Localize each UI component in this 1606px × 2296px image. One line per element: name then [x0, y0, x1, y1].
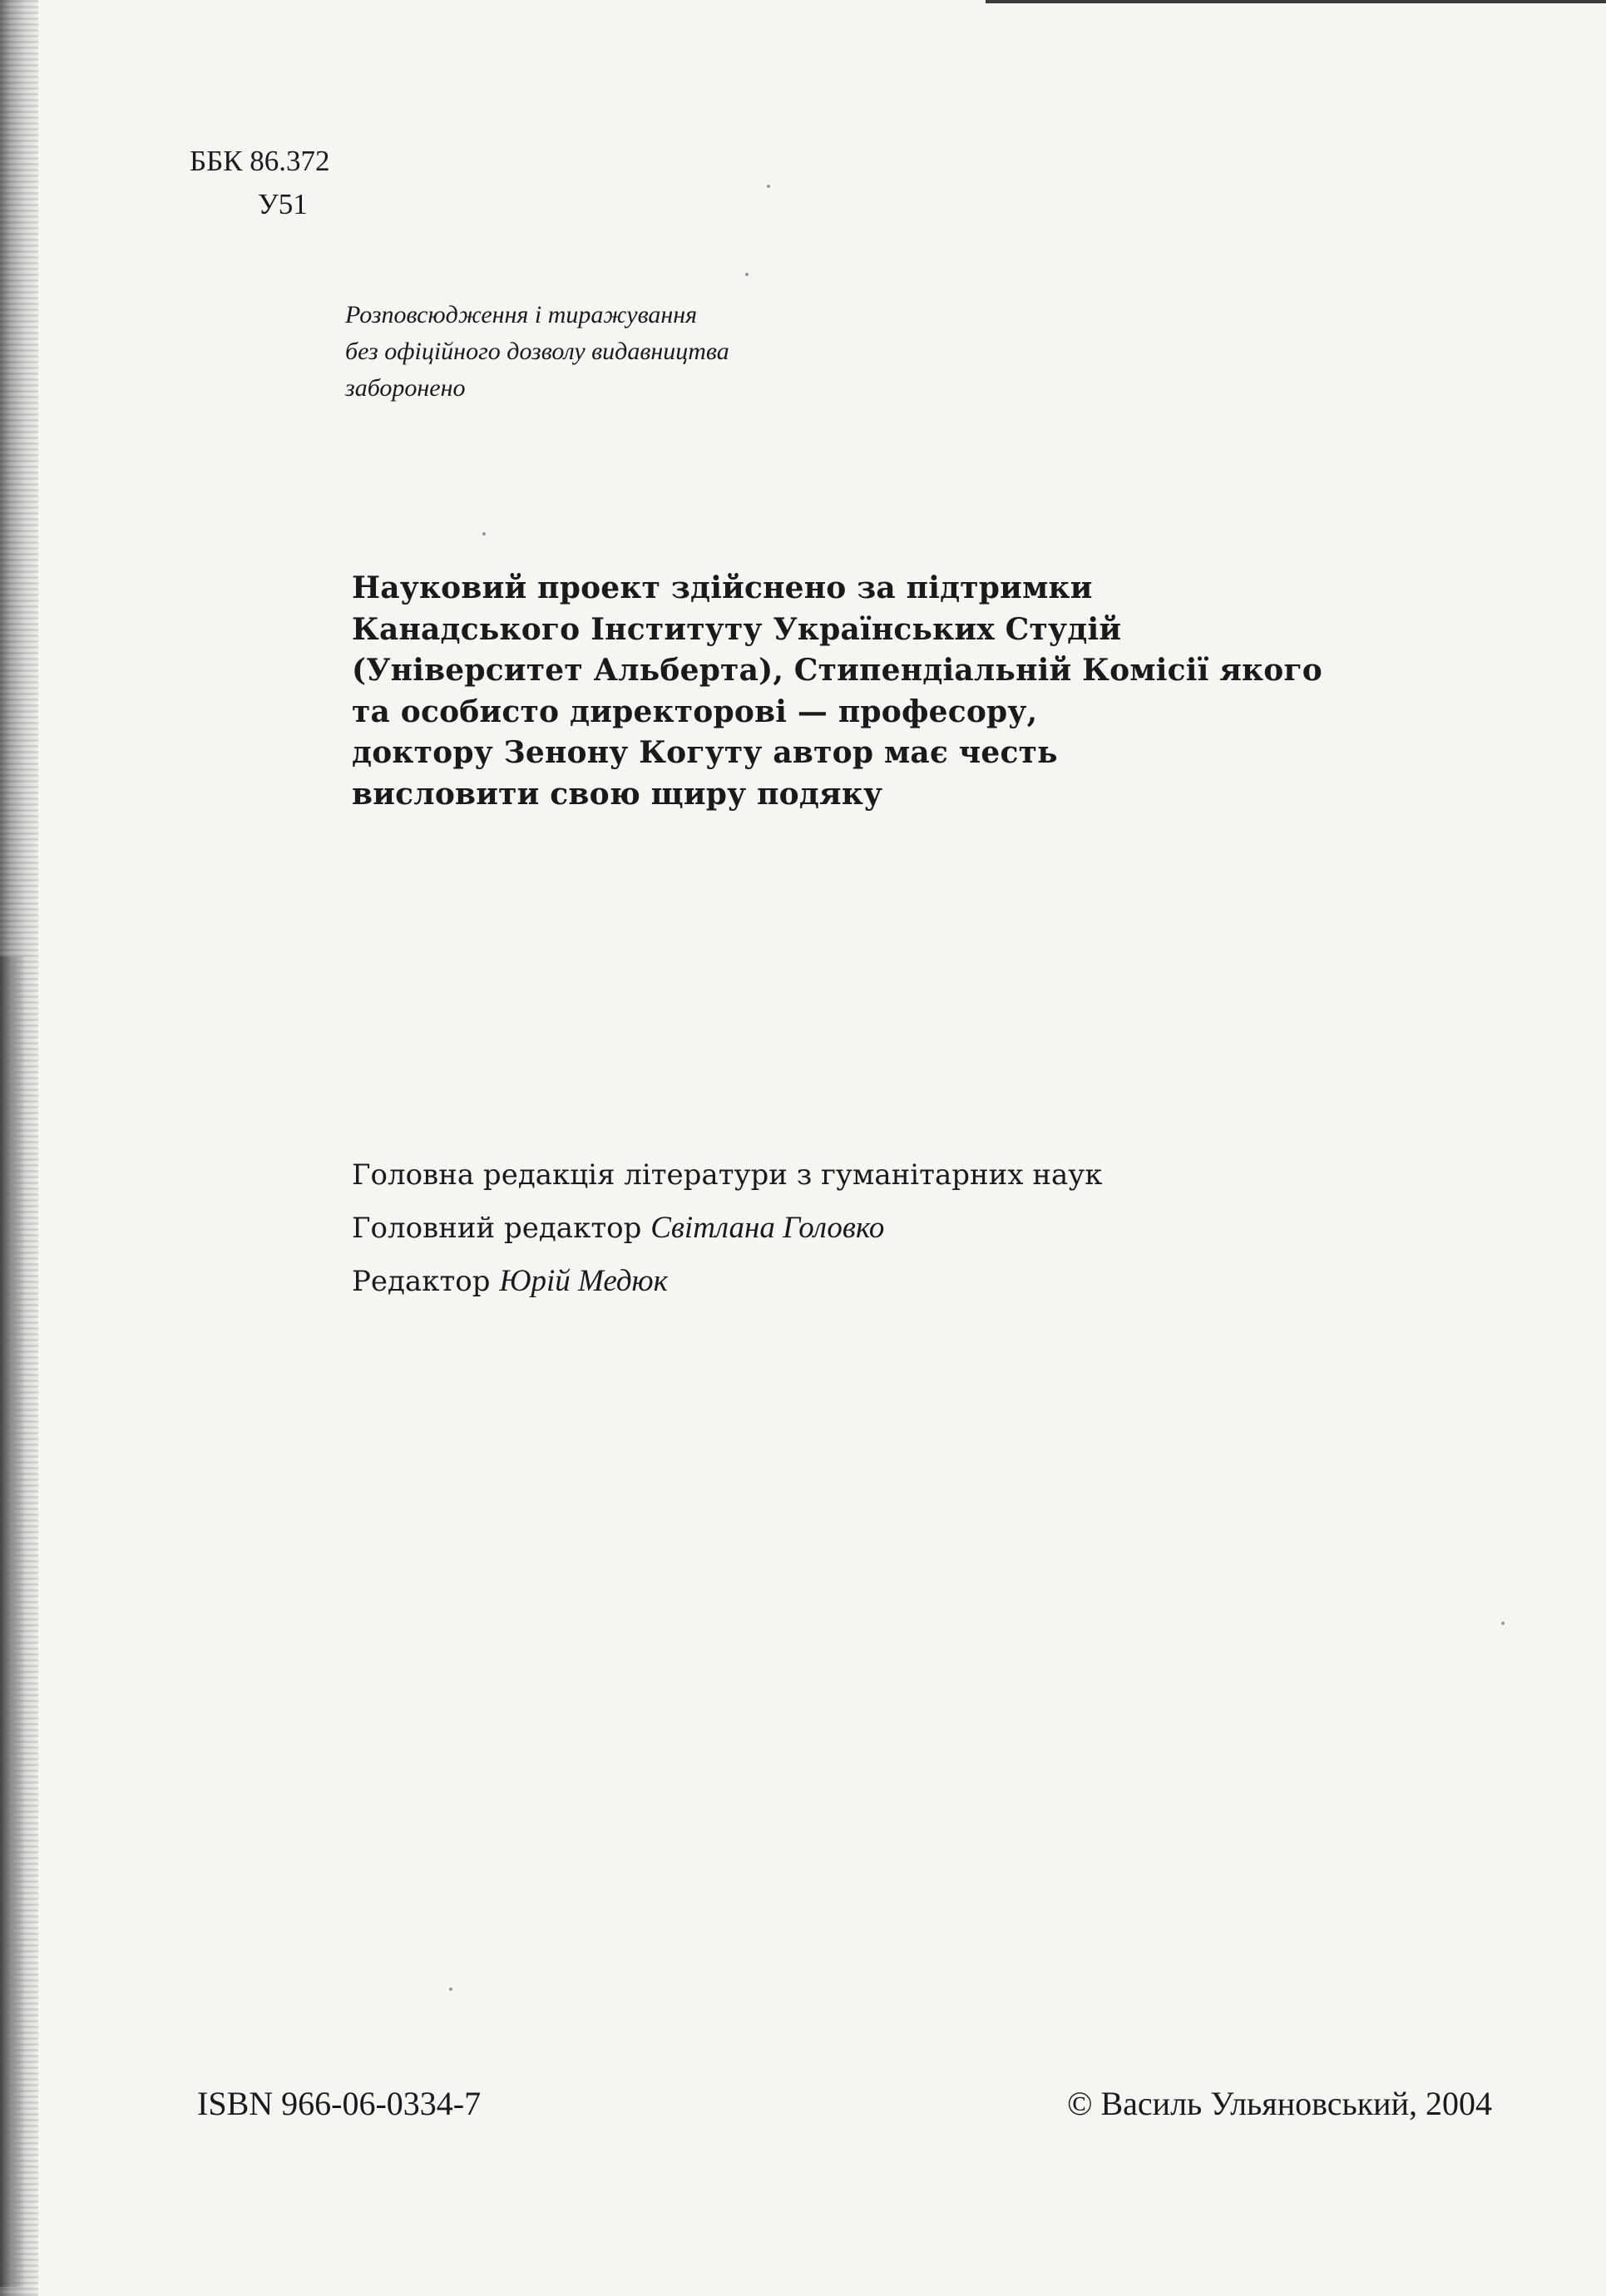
editorial-credits [352, 1148, 1103, 1308]
scan-speck [745, 273, 749, 276]
scan-speck [767, 185, 770, 188]
acknowledgement-line: Науковий проект здійснено за підтримки [352, 570, 1093, 605]
acknowledgement-line: висловити свою щиру подяку [352, 776, 883, 812]
acknowledgement-block [352, 568, 1322, 815]
scan-binding-shadow [0, 956, 25, 2287]
author-mark: У51 [258, 188, 308, 220]
copyright-line: © Василь Ульяновський, 2004 [1067, 2085, 1492, 2122]
notice-line: Розповсюдження і тиражування [345, 301, 698, 328]
scan-speck [449, 1987, 452, 1991]
editor-name: Юрій Медюк [499, 1264, 668, 1298]
bbk-code: ББК 86.372 [190, 145, 330, 177]
chief-editor-name: Світлана Головко [650, 1211, 885, 1245]
editor-row [352, 1255, 1103, 1308]
scan-speck [482, 532, 486, 536]
isbn-number: ISBN 966-06-0334-7 [197, 2085, 482, 2122]
chief-editor-row [352, 1202, 1103, 1255]
chief-editor-label: Головний редактор [352, 1212, 642, 1245]
bbk-classification [190, 140, 330, 226]
editor-label: Редактор [352, 1265, 491, 1298]
notice-line: без офіційного дозволу видавництва [345, 338, 729, 365]
editorial-department: Головна редакція літератури з гуманітарних наук [352, 1158, 1103, 1192]
copyright-notice [345, 297, 729, 407]
acknowledgement-line: Канадського Інституту Українських Студій [352, 611, 1122, 647]
scan-speck [1501, 1622, 1505, 1625]
acknowledgement-line: (Університет Альберта), Стипендіальній Комісії якого [352, 653, 1322, 688]
notice-line: заборонено [345, 374, 466, 402]
acknowledgement-line: та особисто директорові — професору, [352, 694, 1038, 729]
scan-top-rule [986, 0, 1606, 3]
acknowledgement-line: доктору Зенону Когуту автор має честь [352, 735, 1058, 770]
